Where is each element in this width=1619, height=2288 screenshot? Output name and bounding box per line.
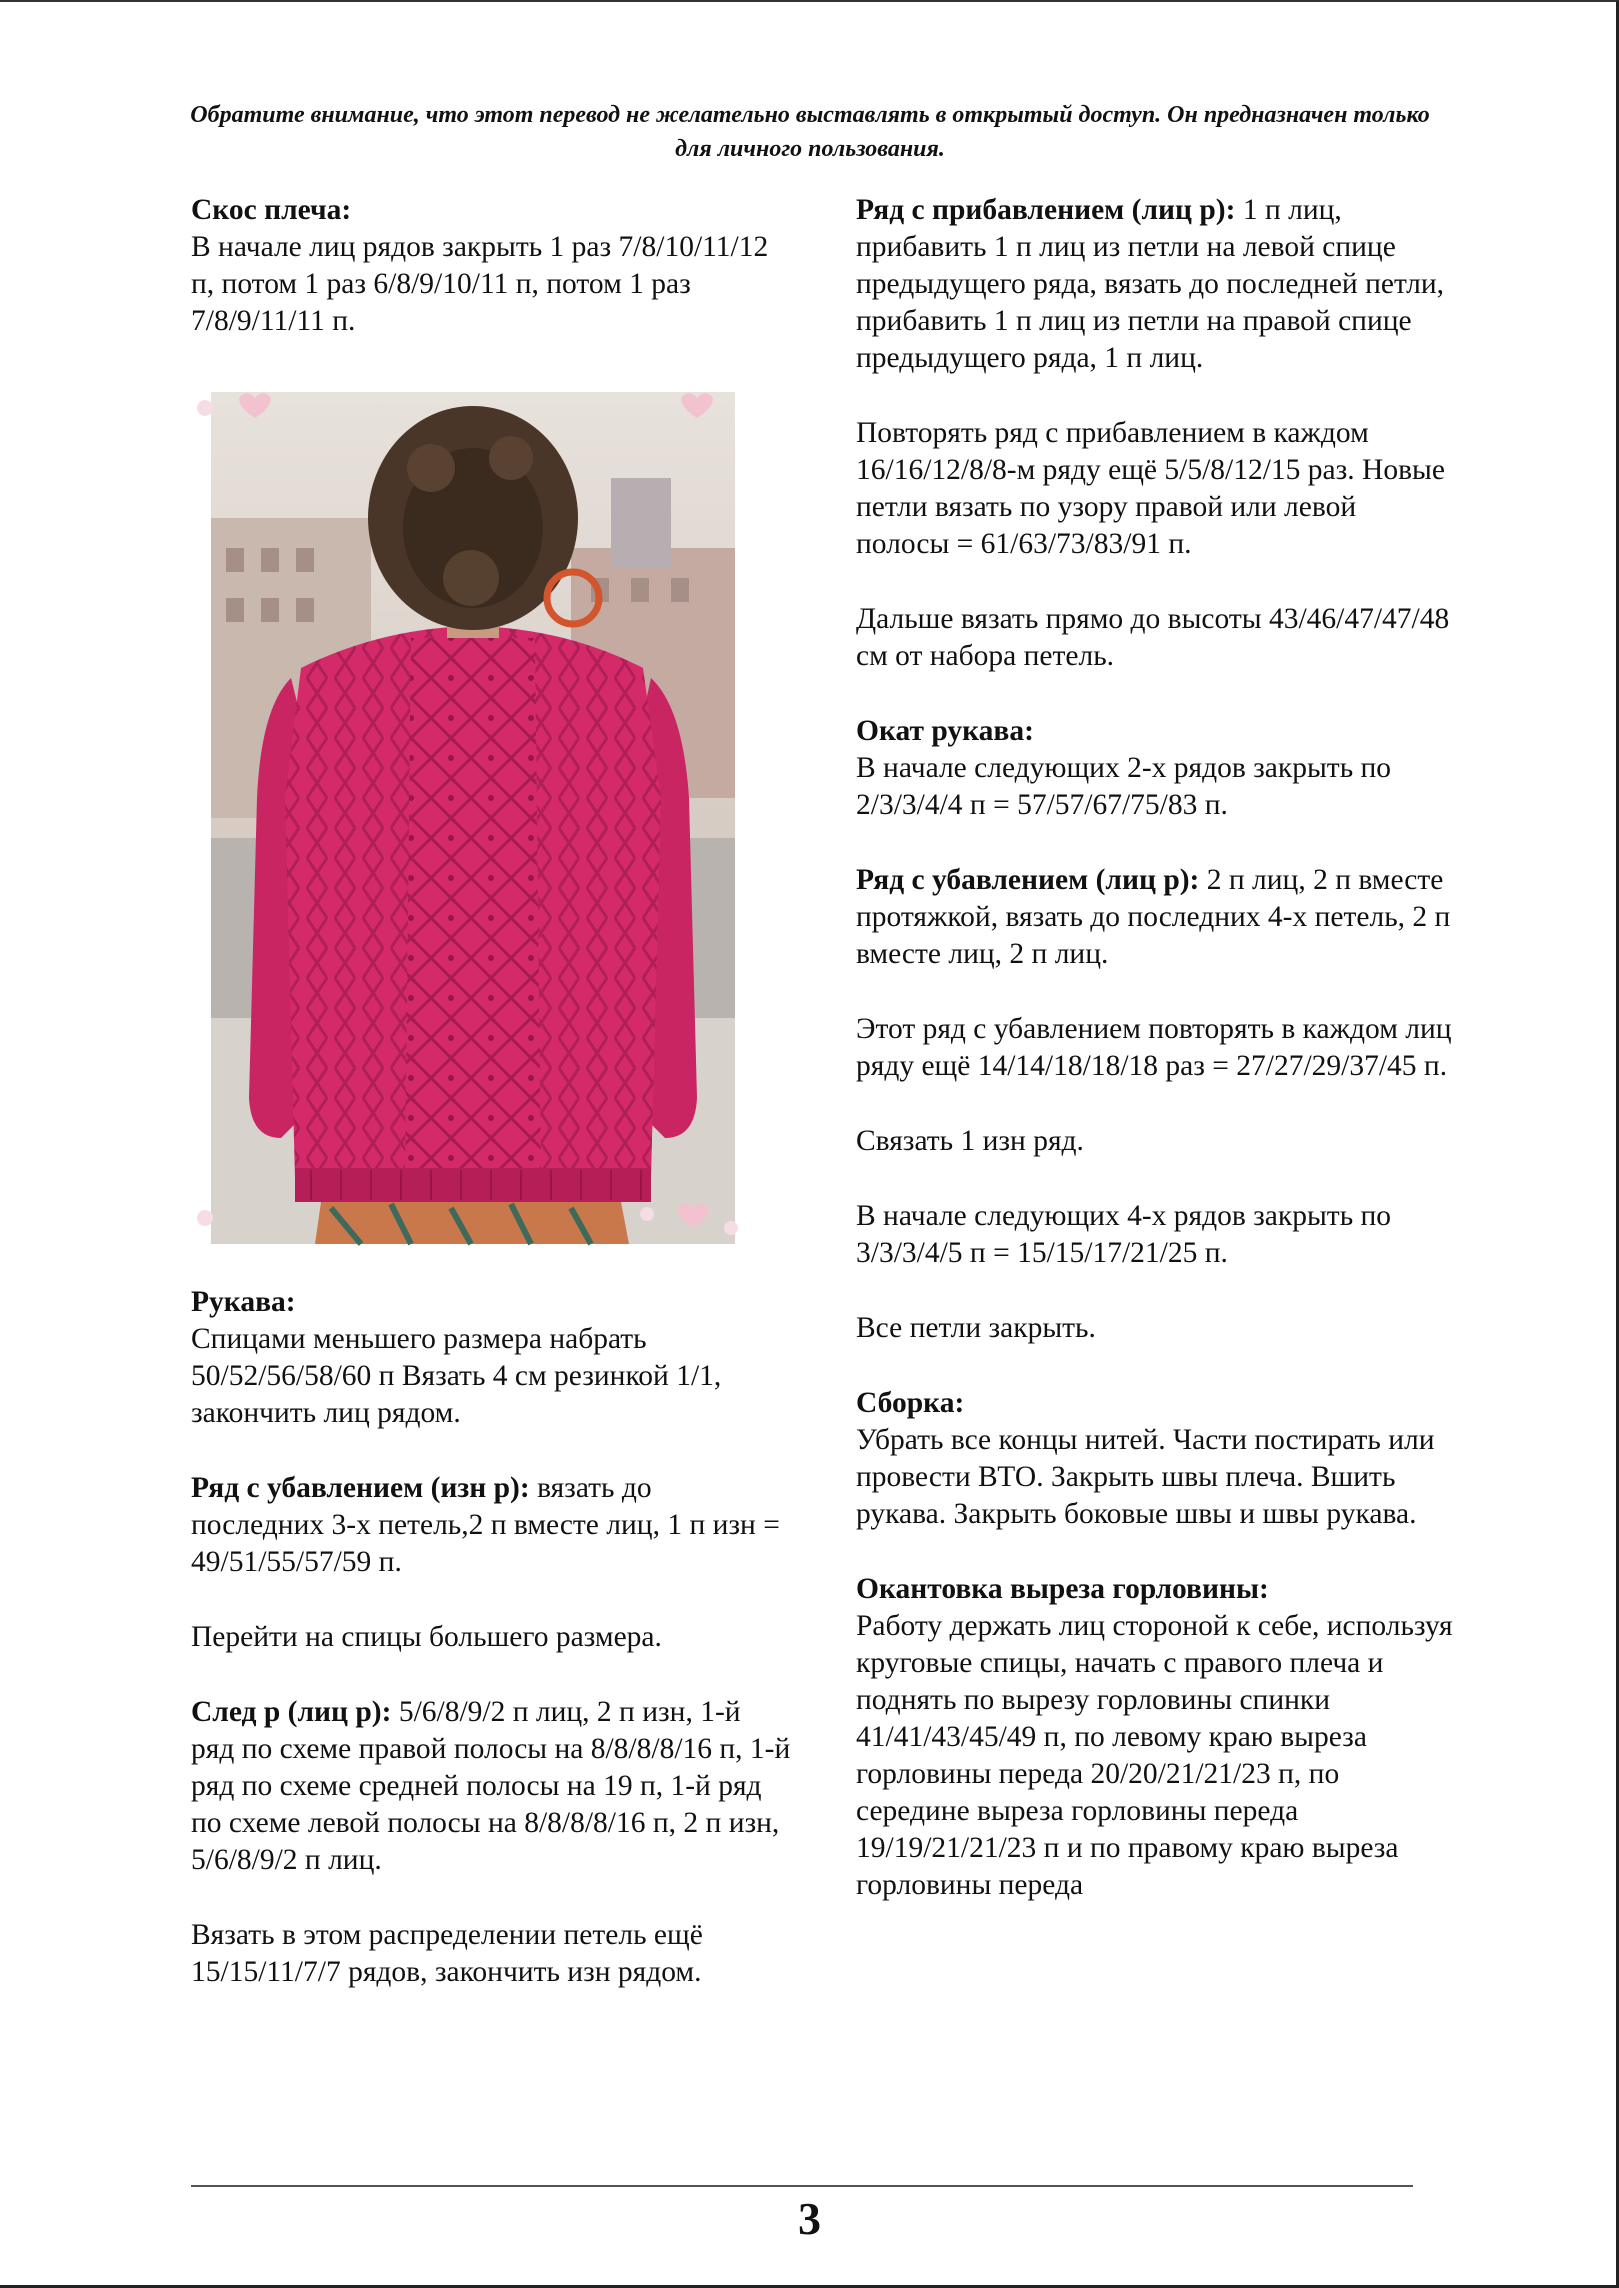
heading-sleeve-cap: Окат рукава:: [856, 715, 1034, 747]
sweater-photo: [191, 378, 754, 1246]
right-column: [856, 192, 1456, 1942]
text-bind-four: В начале следующих 4-х рядов закрыть по 3/3/3/4/5 п = 15/15/17/21/25 п.: [856, 1200, 1392, 1269]
text-continue: Вязать в этом распределении петель ещё 15/15/11/7/7 рядов, закончить изн рядом.: [191, 1919, 703, 1988]
section-purl-row: [856, 1123, 1456, 1160]
section-sleeve-cap: [856, 713, 1456, 824]
heading-increase-row: Ряд с прибавлением (лиц р):: [856, 194, 1236, 226]
text-assembly: Убрать все концы нитей. Части постирать или провести ВТО. Закрыть швы плеча. Вшить рукава. Закрыть боковые швы и швы рукава.: [856, 1424, 1435, 1530]
heading-decrease-row-rs: Ряд с убавлением (лиц р):: [856, 864, 1200, 896]
heading-assembly: Сборка:: [856, 1387, 965, 1419]
text-purl-row: Связать 1 изн ряд.: [856, 1125, 1084, 1157]
page-number: 3: [798, 2193, 821, 2244]
section-repeat-increase: [856, 415, 1456, 563]
sweater-back-illustration: [191, 378, 754, 1246]
text-straight: Дальше вязать прямо до высоты 43/46/47/47/48 см от набора петель.: [856, 603, 1450, 672]
section-decrease-row-rs: [856, 862, 1456, 973]
footer-divider: [191, 2185, 1413, 2187]
section-neckband: [856, 1571, 1456, 1904]
heading-neckband: Окантовка выреза горловины:: [856, 1573, 1269, 1605]
text-shoulder: В начале лиц рядов закрыть 1 раз 7/8/10/11/12 п, потом 1 раз 6/8/9/10/11 п, потом 1 раз 7/8/9/11/11 п.: [191, 231, 769, 337]
section-next-row: [191, 1694, 791, 1879]
text-next-row: 5/6/8/9/2 п лиц, 2 п изн, 1-й ряд по схеме правой полосы на 8/8/8/8/16 п, 1-й ряд по схеме средней полосы на 19 п, 1-й ряд по схеме левой полосы на 8/8/8/8/16 п, 2 п изн, 5/6/8/9/2 п лиц.: [191, 1696, 791, 1876]
section-assembly: [856, 1385, 1456, 1533]
text-repeat-increase: Повторять ряд с прибавлением в каждом 16/16/12/8/8-м ряду ещё 5/5/8/12/15 раз. Новые петли вязать по узору правой или левой полосы = 61/63/73/83/91 п.: [856, 417, 1445, 560]
section-bind-four: [856, 1198, 1456, 1272]
section-repeat-decrease: [856, 1011, 1456, 1085]
section-continue: [191, 1917, 791, 1991]
text-switch-needles: Перейти на спицы большего размера.: [191, 1621, 662, 1653]
text-increase-row: 1 п лиц, прибавить 1 п лиц из петли на левой спице предыдущего ряда, вязать до последней петли, прибавить 1 п лиц из петли на правой спице предыдущего ряда, 1 п лиц.: [856, 194, 1445, 374]
heading-next-row: След р (лиц р):: [191, 1696, 392, 1728]
section-decrease-row-ws: [191, 1470, 791, 1581]
section-increase-row: [856, 192, 1456, 377]
text-decrease-row-ws: вязать до последних 3-х петель,2 п вместе лиц, 1 п изн = 49/51/55/57/59 п.: [191, 1472, 780, 1578]
text-sleeve-cap: В начале следующих 2-х рядов закрыть по 2/3/3/4/4 п = 57/57/67/75/83 п.: [856, 752, 1392, 821]
section-bind-all: [856, 1310, 1456, 1347]
text-repeat-decrease: Этот ряд с убавлением повторять в каждом лиц ряду ещё 14/14/18/18/18 раз = 27/27/29/37/45 п.: [856, 1013, 1452, 1082]
heading-decrease-row-ws: Ряд с убавлением (изн р):: [191, 1472, 530, 1504]
text-neckband: Работу держать лиц стороной к себе, используя круговые спицы, начать с правого плеча и поднять по вырезу горловины спинки 41/41/43/45/49 п, по левому краю выреза горловины переда 20/20/21/21/23 п, по середине выреза горловины переда 19/19/21/21/23 п и по правому краю выреза горловины переда: [856, 1610, 1453, 1901]
section-shoulder-shaping: [191, 192, 791, 340]
disclaimer-note: Обратите внимание, что этот перевод не желательно выставлять в открытый доступ. Он предназначен только для личного пользования.: [190, 102, 1430, 162]
left-column: [191, 192, 791, 2029]
heading-shoulder: Скос плеча:: [191, 194, 352, 226]
section-straight: [856, 601, 1456, 675]
section-sleeves: [191, 1284, 791, 1432]
section-switch-needles: [191, 1619, 791, 1656]
text-bind-all: Все петли закрыть.: [856, 1312, 1096, 1344]
text-decrease-row-rs: 2 п лиц, 2 п вместе протяжкой, вязать до последних 4-х петель, 2 п вместе лиц, 2 п лиц.: [856, 864, 1451, 970]
text-sleeves: Спицами меньшего размера набрать 50/52/56/58/60 п Вязать 4 см резинкой 1/1, закончить лиц рядом.: [191, 1323, 722, 1429]
heading-sleeves: Рукава:: [191, 1286, 296, 1318]
